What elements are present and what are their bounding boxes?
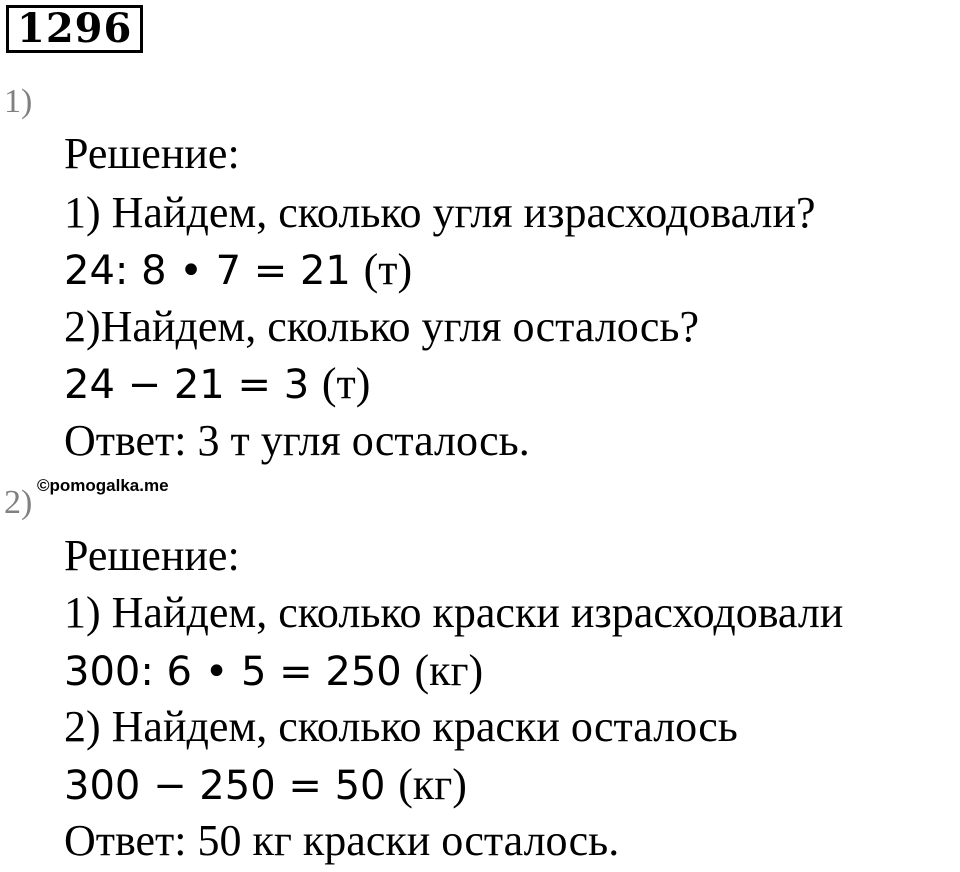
part-2-heading: Решение: bbox=[64, 531, 240, 580]
part-2-step-1: 1) Найдем, сколько краски израсходовали bbox=[64, 588, 844, 637]
part-1-step-1: 1) Найдем, сколько угля израсходовали? bbox=[64, 188, 816, 237]
part-2-calc-2-unit: (кг) bbox=[398, 760, 467, 809]
part-1-calc-2 bbox=[64, 356, 370, 413]
part-1-step-2: 2)Найдем, сколько угля осталось? bbox=[64, 302, 700, 351]
part-1-calc-1 bbox=[64, 242, 412, 299]
part-2-step-2: 2) Найдем, сколько краски осталось bbox=[64, 702, 738, 751]
part-2-calc-2 bbox=[64, 757, 467, 814]
part-2-calc-1 bbox=[64, 643, 483, 700]
part-1-label: 1) bbox=[4, 83, 33, 120]
part-2-label: 2) bbox=[4, 484, 33, 521]
part-1-heading: Решение: bbox=[64, 129, 240, 178]
part-1-calc-2-expr: 24 − 21 = 3 bbox=[64, 362, 310, 408]
part-1-calc-1-expr: 24: 8 • 7 = 21 bbox=[64, 248, 351, 294]
part-2-calc-2-expr: 300 − 250 = 50 bbox=[64, 763, 386, 809]
watermark: ©pomogalka.me bbox=[37, 476, 169, 495]
part-1-calc-1-unit: (т) bbox=[363, 245, 413, 294]
part-1-calc-2-unit: (т) bbox=[321, 359, 371, 408]
task-number: 1296 bbox=[6, 5, 143, 53]
part-1-answer: Ответ: 3 т угля осталось. bbox=[64, 416, 530, 465]
part-2-answer: Ответ: 50 кг краски осталось. bbox=[64, 816, 620, 865]
part-2-calc-1-expr: 300: 6 • 5 = 250 bbox=[64, 649, 402, 695]
part-2-calc-1-unit: (кг) bbox=[414, 646, 484, 695]
